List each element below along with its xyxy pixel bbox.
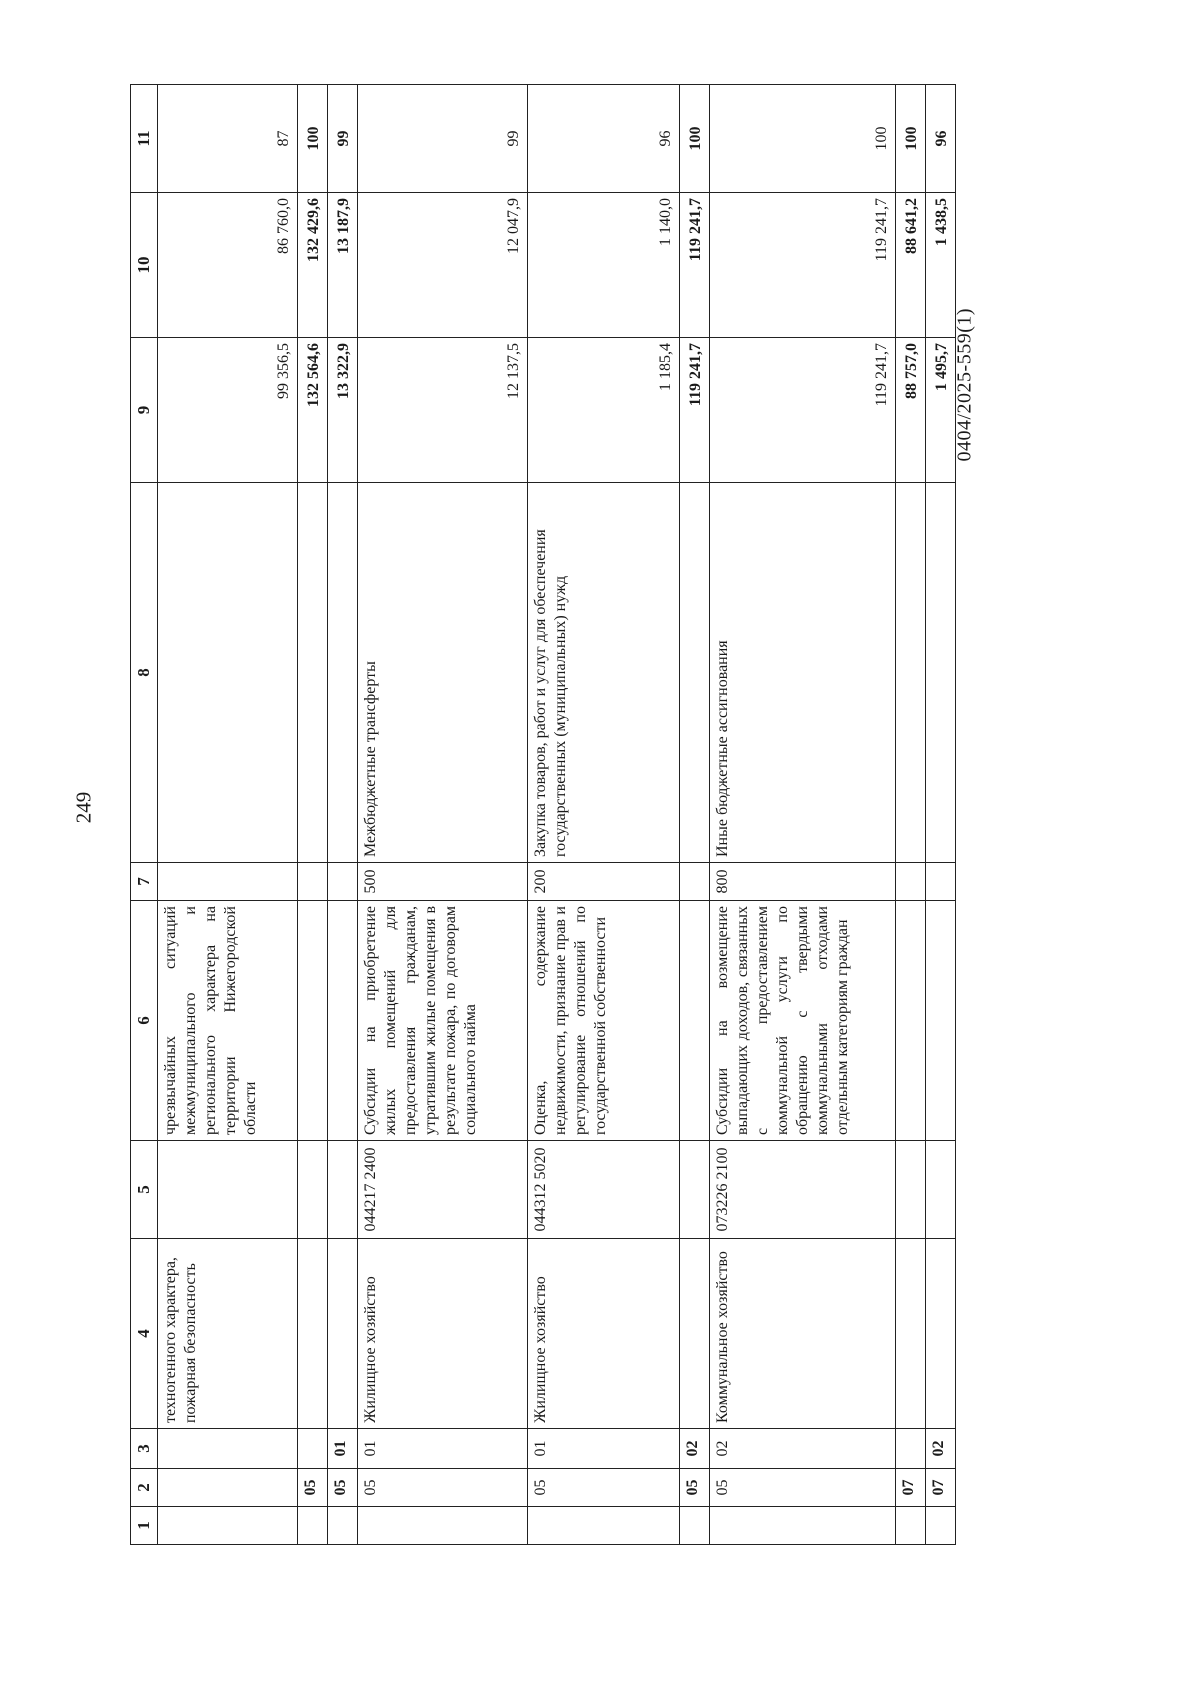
table-row [896, 85, 926, 1545]
budget-table [130, 84, 956, 1545]
cell-c10: 132 429,6 [298, 193, 328, 338]
cell-c4: Жилищное хозяйство [358, 1239, 528, 1429]
cell-c5 [680, 1141, 710, 1239]
cell-c8 [896, 483, 926, 863]
cell-c7: 800 [710, 863, 896, 901]
cell-c11: 100 [298, 85, 328, 193]
col-header: 11 [131, 85, 158, 193]
table-row [298, 85, 328, 1545]
cell-c4: Жилищное хозяйство [528, 1239, 680, 1429]
cell-c4 [328, 1239, 358, 1429]
cell-c6 [680, 901, 710, 1141]
cell-c6 [896, 901, 926, 1141]
table-row [710, 85, 896, 1545]
col-header: 3 [131, 1429, 158, 1469]
cell-c1 [158, 1507, 298, 1545]
header-row [131, 85, 158, 1545]
cell-c11: 99 [358, 85, 528, 193]
cell-c11: 99 [328, 85, 358, 193]
cell-c2 [158, 1469, 298, 1507]
cell-c6: Субсидии на возмещение выпадающих доходов, связанных с предоставлением коммунальной услуги по обращению с твердыми коммунальными отходами отдельным категориям граждан [710, 901, 896, 1141]
cell-c10: 1 438,5 [926, 193, 956, 338]
cell-c1 [926, 1507, 956, 1545]
cell-c3: 02 [926, 1429, 956, 1469]
cell-c8 [158, 483, 298, 863]
cell-c4 [680, 1239, 710, 1429]
cell-c9: 12 137,5 [358, 338, 528, 483]
table-row [358, 85, 528, 1545]
cell-c4 [896, 1239, 926, 1429]
cell-c8: Закупка товаров, работ и услуг для обеспечения государственных (муниципальных) нужд [528, 483, 680, 863]
cell-c3 [298, 1429, 328, 1469]
cell-c4: техногенного характера, пожарная безопасность [158, 1239, 298, 1429]
col-header: 2 [131, 1469, 158, 1507]
col-header: 5 [131, 1141, 158, 1239]
cell-c7 [298, 863, 328, 901]
cell-c3: 01 [358, 1429, 528, 1469]
cell-c1 [896, 1507, 926, 1545]
cell-c10: 119 241,7 [680, 193, 710, 338]
cell-c10: 88 641,2 [896, 193, 926, 338]
cell-c5: 044312 5020 [528, 1141, 680, 1239]
page-number: 249 [71, 791, 96, 824]
document-code: 0404/2025-559(1) [953, 307, 976, 462]
cell-c1 [680, 1507, 710, 1545]
table-row [328, 85, 358, 1545]
cell-c11: 96 [528, 85, 680, 193]
cell-c10: 12 047,9 [358, 193, 528, 338]
cell-c11: 100 [680, 85, 710, 193]
cell-c3 [896, 1429, 926, 1469]
cell-c9: 132 564,6 [298, 338, 328, 483]
cell-c7 [680, 863, 710, 901]
cell-c4 [926, 1239, 956, 1429]
cell-c8 [328, 483, 358, 863]
cell-c1 [528, 1507, 680, 1545]
cell-c10: 86 760,0 [158, 193, 298, 338]
col-header: 6 [131, 901, 158, 1141]
cell-c6 [328, 901, 358, 1141]
cell-c8 [298, 483, 328, 863]
cell-c3: 01 [528, 1429, 680, 1469]
col-header: 9 [131, 338, 158, 483]
cell-c2: 05 [358, 1469, 528, 1507]
cell-c5 [328, 1141, 358, 1239]
cell-c3 [158, 1429, 298, 1469]
table-row [158, 85, 298, 1545]
table-row [528, 85, 680, 1545]
cell-c6: Оценка, содержание недвижимости, признание прав и регулирование отношений по государственной собственности [528, 901, 680, 1141]
cell-c3: 02 [680, 1429, 710, 1469]
cell-c1 [358, 1507, 528, 1545]
cell-c5 [896, 1141, 926, 1239]
cell-c10: 13 187,9 [328, 193, 358, 338]
cell-c9: 88 757,0 [896, 338, 926, 483]
cell-c9: 119 241,7 [710, 338, 896, 483]
col-header: 10 [131, 193, 158, 338]
col-header: 8 [131, 483, 158, 863]
cell-c6: чрезвычайных ситуаций межмуниципального и регионального характера на территории Нижегородской области [158, 901, 298, 1141]
cell-c7: 200 [528, 863, 680, 901]
cell-c11: 96 [926, 85, 956, 193]
cell-c8 [926, 483, 956, 863]
cell-c7 [328, 863, 358, 901]
col-header: 1 [131, 1507, 158, 1545]
cell-c5 [158, 1141, 298, 1239]
cell-c2: 05 [528, 1469, 680, 1507]
cell-c8: Межбюджетные трансферты [358, 483, 528, 863]
cell-c6: Субсидии на приобретение жилых помещений для предоставления гражданам, утратившим жилые помещения в результате пожара, по договорам социального найма [358, 901, 528, 1141]
cell-c11: 100 [710, 85, 896, 193]
cell-c10: 119 241,7 [710, 193, 896, 338]
cell-c6 [926, 901, 956, 1141]
cell-c9: 1 185,4 [528, 338, 680, 483]
cell-c3: 01 [328, 1429, 358, 1469]
cell-c2: 07 [926, 1469, 956, 1507]
cell-c7 [896, 863, 926, 901]
col-header: 4 [131, 1239, 158, 1429]
cell-c4 [298, 1239, 328, 1429]
cell-c9: 1 495,7 [926, 338, 956, 483]
cell-c8 [680, 483, 710, 863]
table-row [926, 85, 956, 1545]
cell-c10: 1 140,0 [528, 193, 680, 338]
cell-c8: Иные бюджетные ассигнования [710, 483, 896, 863]
cell-c1 [710, 1507, 896, 1545]
table-row [680, 85, 710, 1545]
cell-c7 [926, 863, 956, 901]
cell-c2: 05 [298, 1469, 328, 1507]
cell-c1 [298, 1507, 328, 1545]
cell-c5: 073226 2100 [710, 1141, 896, 1239]
cell-c3: 02 [710, 1429, 896, 1469]
cell-c7 [158, 863, 298, 901]
cell-c9: 13 322,9 [328, 338, 358, 483]
cell-c5 [926, 1141, 956, 1239]
cell-c4: Коммунальное хозяйство [710, 1239, 896, 1429]
cell-c9: 99 356,5 [158, 338, 298, 483]
cell-c1 [328, 1507, 358, 1545]
cell-c11: 100 [896, 85, 926, 193]
cell-c7: 500 [358, 863, 528, 901]
cell-c2: 05 [328, 1469, 358, 1507]
cell-c5 [298, 1141, 328, 1239]
cell-c5: 044217 2400 [358, 1141, 528, 1239]
cell-c6 [298, 901, 328, 1141]
col-header: 7 [131, 863, 158, 901]
cell-c2: 05 [710, 1469, 896, 1507]
cell-c11: 87 [158, 85, 298, 193]
cell-c9: 119 241,7 [680, 338, 710, 483]
cell-c2: 07 [896, 1469, 926, 1507]
cell-c2: 05 [680, 1469, 710, 1507]
rotated-table-wrapper [130, 85, 1055, 1545]
